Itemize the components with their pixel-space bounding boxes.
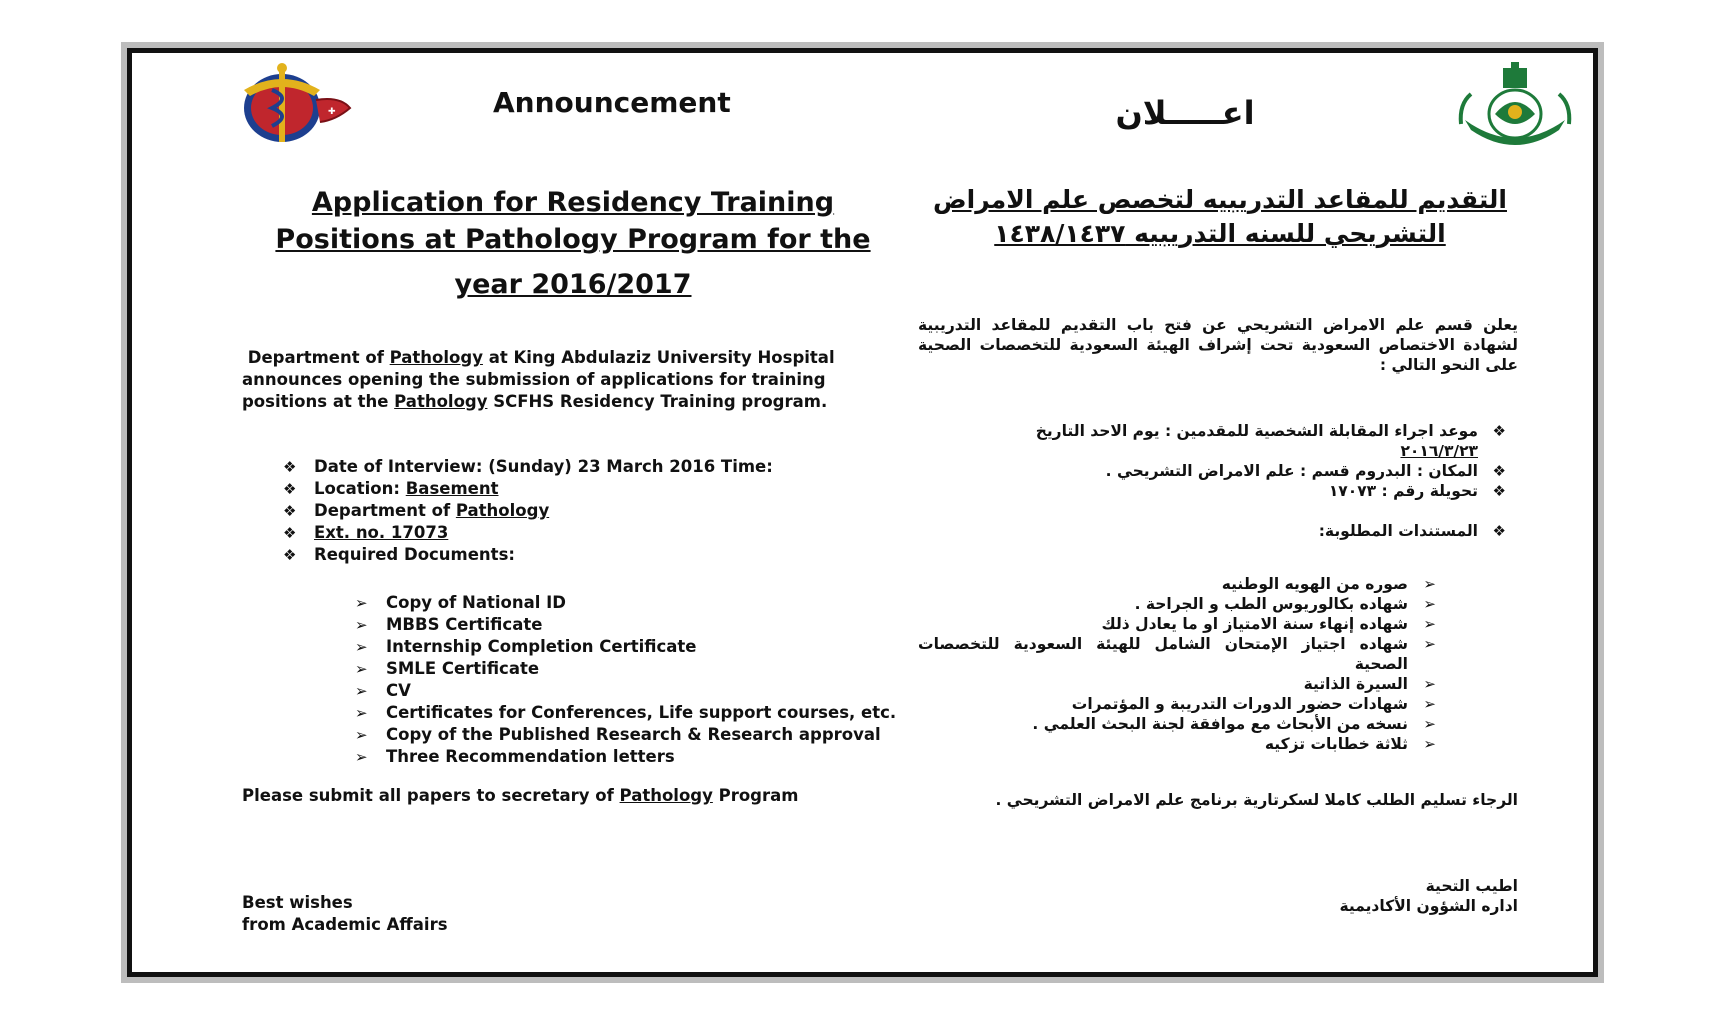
hospital-logo	[228, 60, 356, 146]
arrow-bullet-icon: ➢	[355, 660, 368, 678]
intro-en-part3: SCFHS Residency Training program.	[487, 392, 828, 411]
intro-en-part2: at King Abdulaziz University Hospital announces opening the submission of applications for training positions at the	[242, 348, 835, 411]
heading-ar-line2: التشريحي للسنه التدريبيه ١٤٣٨/١٤٣٧	[994, 219, 1446, 248]
diamond-bullet-icon: ❖	[283, 480, 297, 498]
document-item-label: MBBS Certificate	[386, 615, 543, 634]
document-item	[918, 574, 1436, 594]
document-item-label: SMLE Certificate	[386, 659, 540, 678]
arrow-bullet-icon: ➢	[355, 704, 368, 722]
document-item-label: Copy of National ID	[386, 593, 566, 612]
arrow-bullet-icon: ➢	[1423, 695, 1436, 713]
closing-en-line1: Best wishes	[242, 893, 353, 912]
document-item-label: صوره من الهويه الوطنيه	[1221, 575, 1408, 593]
arrow-bullet-icon: ➢	[355, 682, 368, 700]
closing-ar	[1218, 876, 1518, 916]
arrow-bullet-icon: ➢	[355, 638, 368, 656]
document-item	[355, 592, 906, 614]
details-list-en	[283, 456, 854, 566]
arrow-bullet-icon: ➢	[355, 616, 368, 634]
document-item-label: شهاده بكالوريوس الطب و الجراحة .	[1134, 595, 1408, 613]
heading-en-line2: Positions at Pathology Program for the	[275, 224, 871, 255]
document-item	[918, 594, 1436, 614]
arrow-bullet-icon: ➢	[1423, 575, 1436, 593]
closing-en	[242, 892, 448, 936]
announcement-title-en: Announcement	[493, 86, 731, 119]
documents-list-ar	[918, 574, 1436, 754]
document-item	[355, 724, 906, 746]
detail-date-ar: ❖ موعد اجراء المقابلة الشخصية للمقدمين : يوم الاحد التاريخ ٢٠١٦/٣/٢٣	[1035, 422, 1506, 460]
document-item	[355, 658, 906, 680]
closing-en-line2: from Academic Affairs	[242, 915, 448, 934]
diamond-bullet-icon: ❖	[283, 524, 297, 542]
diamond-bullet-icon: ❖	[1492, 422, 1506, 440]
detail-location-ar: ❖ المكان : البدروم قسم : علم الامراض التشريحي .	[1105, 462, 1506, 480]
documents-list-en	[355, 592, 906, 768]
detail-required-en: ❖ Required Documents:	[283, 545, 515, 564]
document-item-label: شهاده اجتياز الإمتحان الشامل للهيئة السعودية للتخصصات الصحية	[918, 635, 1408, 673]
arrow-bullet-icon: ➢	[355, 726, 368, 744]
detail-location-en: ❖ Location: Basement	[283, 479, 499, 498]
intro-en-pathology-2: Pathology	[394, 392, 488, 411]
document-item	[355, 746, 906, 768]
submit-line-en: Please submit all papers to secretary of Pathology Program	[242, 786, 799, 805]
document-item-label: شهاده إنهاء سنة الامتياز او ما يعادل ذلك	[1101, 615, 1408, 633]
submit-line-ar: الرجاء تسليم الطلب كاملا لسكرتارية برنامج علم الامراض التشريحي .	[995, 791, 1518, 809]
closing-ar-line1: اطيب التحية	[1425, 877, 1518, 895]
closing-ar-line2: اداره الشؤون الأكاديمية	[1339, 897, 1518, 915]
detail-ext-ar: ❖ تحويلة رقم : ١٧٠٧٣	[1328, 482, 1506, 500]
heading-en-line3: year 2016/2017	[454, 269, 692, 300]
document-item-label: نسخه من الأبحاث مع موافقة لجنة البحث العلمي .	[1032, 715, 1408, 733]
arrow-bullet-icon: ➢	[1423, 615, 1436, 633]
university-logo	[1455, 60, 1575, 152]
intro-paragraph-en	[242, 347, 842, 413]
document-item	[355, 702, 906, 724]
detail-required-ar: ❖ المستندات المطلوبة:	[1318, 522, 1506, 540]
document-item	[918, 674, 1436, 694]
intro-en-part1: Department of	[247, 348, 390, 367]
diamond-bullet-icon: ❖	[283, 502, 297, 520]
announcement-title-ar: اعـــــلان	[1115, 94, 1255, 132]
heading-en-line1: Application for Residency Training	[311, 187, 835, 218]
svg-text:✚: ✚	[328, 107, 336, 117]
detail-date-en: ❖ Date of Interview: (Sunday) 23 March 2016 Time:	[283, 457, 773, 476]
detail-ext-en: ❖ Ext. no. 17073	[283, 523, 449, 542]
intro-en-pathology-1: Pathology	[389, 348, 483, 367]
arrow-bullet-icon: ➢	[1423, 735, 1436, 753]
intro-paragraph-ar: يعلن قسم علم الامراض التشريحي عن فتح باب التقديم للمقاعد التدريبية لشهادة الاختصاص السعودية تحت إشراف الهيئة السعودية للتخصصات الصحية على النحو التالي :	[918, 316, 1518, 374]
arrow-bullet-icon: ➢	[1423, 675, 1436, 693]
diamond-bullet-icon: ❖	[1492, 482, 1506, 500]
document-item	[918, 714, 1436, 734]
document-item	[355, 636, 906, 658]
document-item	[918, 694, 1436, 714]
document-item-label: ثلاثة خطابات تزكيه	[1264, 735, 1408, 753]
document-item	[355, 614, 906, 636]
heading-ar	[920, 183, 1520, 251]
document-item	[355, 680, 906, 702]
document-item-label: Three Recommendation letters	[386, 747, 675, 766]
heading-ar-line1: التقديم للمقاعد التدريبيه لتخصص علم الامراض	[933, 185, 1507, 214]
document-item-label: CV	[386, 681, 411, 700]
diamond-bullet-icon: ❖	[283, 458, 297, 476]
details-list-ar	[918, 421, 1506, 541]
document-item-label: Copy of the Published Research & Research approval	[386, 725, 881, 744]
submit-pathology-word: Pathology	[619, 786, 713, 805]
document-item	[918, 734, 1436, 754]
detail-department-en: ❖ Department of Pathology	[283, 501, 550, 520]
document-item-label: Internship Completion Certificate	[386, 637, 697, 656]
document-item-label: السيرة الذاتية	[1303, 675, 1408, 693]
diamond-bullet-icon: ❖	[1492, 462, 1506, 480]
diamond-bullet-icon: ❖	[1492, 522, 1506, 540]
document-item	[918, 634, 1436, 674]
heading-en	[258, 184, 888, 303]
diamond-bullet-icon: ❖	[283, 546, 297, 564]
arrow-bullet-icon: ➢	[1423, 595, 1436, 613]
arrow-bullet-icon: ➢	[1423, 635, 1436, 653]
document-item	[918, 614, 1436, 634]
arrow-bullet-icon: ➢	[355, 594, 368, 612]
arrow-bullet-icon: ➢	[355, 748, 368, 766]
document-item-label: شهادات حضور الدورات التدريبة و المؤتمرات	[1071, 695, 1408, 713]
document-item-label: Certificates for Conferences, Life support courses, etc.	[386, 703, 897, 722]
arrow-bullet-icon: ➢	[1423, 715, 1436, 733]
